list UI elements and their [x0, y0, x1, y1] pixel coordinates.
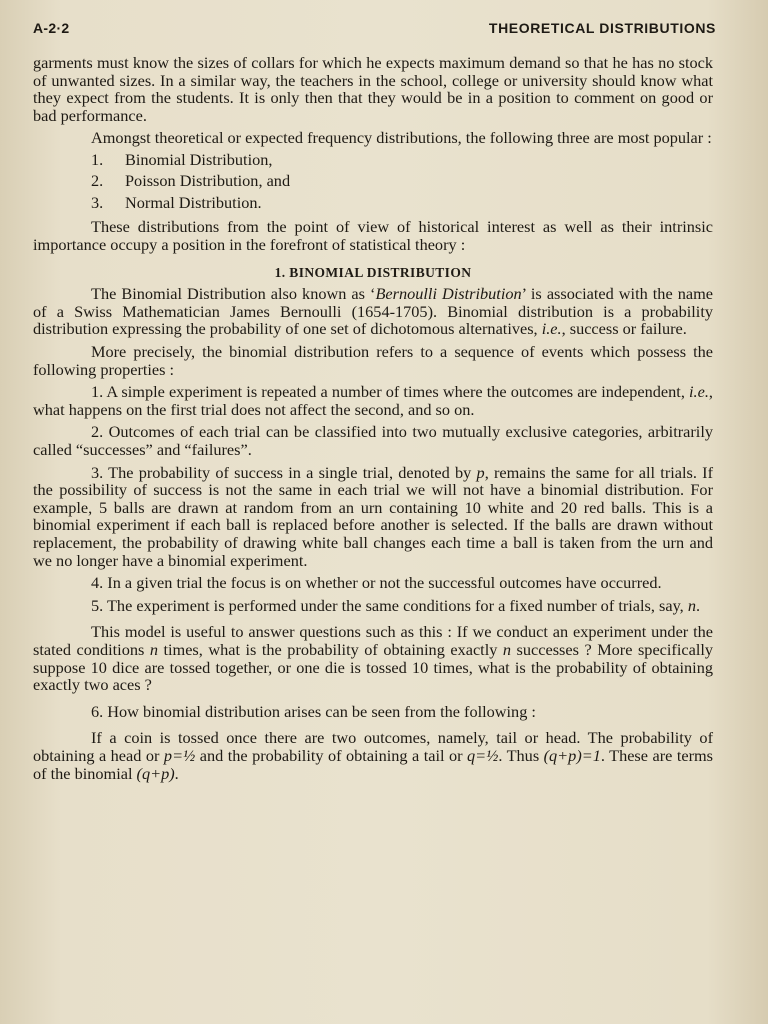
list-item-number: 1.: [91, 149, 104, 169]
property-2: 2. Outcomes of each trial can be classified into two mutually exclusive categories, arbitrarily called “successes” and “failures”.: [33, 422, 713, 459]
popular-distributions-list: [33, 149, 713, 214]
list-item-number: 3.: [91, 192, 104, 212]
intro-paragraph-3: These distributions from the point of view of historical interest as well as their intrinsic importance occupy a position in the forefront of statistical theory :: [33, 217, 713, 255]
body-text: [33, 54, 713, 782]
list-item: [33, 170, 713, 192]
property-1: 1. A simple experiment is repeated a number of times where the outcomes are independent, i.e., what happens on the first trial does not affect the second, and so on.: [33, 382, 713, 419]
list-item-label: Poisson Distribution, and: [125, 171, 291, 191]
list-item: [33, 192, 713, 214]
running-title: THEORETICAL DISTRIBUTIONS: [488, 20, 716, 36]
coin-paragraph: If a coin is tossed once there are two outcomes, namely, tail or head. The probability of obtaining a head or p=½ and the probability of obtaining a tail or q=½. Thus (q+p)=1. These are terms of the binomial (q+p).: [33, 728, 713, 783]
model-paragraph: This model is useful to answer questions such as this : If we conduct an experiment under the stated conditions n times, what is the probability of obtaining exactly n successes ? More specifically suppose 10 dice are tossed together, or one die is tossed 10 times, what is the probability of obtaining exactly two aces ?: [33, 622, 714, 695]
intro-paragraph-1: garments must know the sizes of collars for which he expects maximum demand so that he has no stock of unwanted sizes. In a similar way, the teachers in the school, college or university should know what they expect from the students. It is only then that they would be in a position to comment on good or bad performance.: [33, 53, 713, 125]
binomial-intro-paragraph: The Binomial Distribution also known as ‘Bernoulli Distribution’ is associated with the name of a Swiss Mathematician James Bernoulli (1654-1705). Binomial distribution is a probability distribution expressing the probability of one set of dichotomous alternatives, i.e., success or failure.: [33, 284, 713, 339]
page-header: [33, 20, 716, 36]
section-heading: 1. BINOMIAL DISTRIBUTION: [274, 264, 472, 280]
list-item: [33, 149, 713, 171]
list-item-label: Normal Distribution.: [125, 192, 262, 212]
intro-paragraph-2: Amongst theoretical or expected frequency distributions, the following three are most popular :: [91, 128, 712, 148]
property-6: 6. How binomial distribution arises can be seen from the following :: [91, 701, 536, 721]
list-item-number: 2.: [91, 171, 104, 191]
property-5: 5. The experiment is performed under the same conditions for a fixed number of trials, say, n.: [91, 595, 701, 615]
page-number: A-2·2: [33, 20, 70, 36]
property-4: 4. In a given trial the focus is on whether or not the successful outcomes have occurred.: [91, 573, 662, 593]
property-3: 3. The probability of success in a single trial, denoted by p, remains the same for all trials. If the possibility of success is not the same in each trial we will not have a binomial distribution. For example, 5 balls are drawn at random from an urn containing 10 white and 20 red balls. This is a binomial experiment if each ball is replaced before another is selected. If the balls are drawn without replacement, the probability of drawing white ball changes each time a ball is taken from the urn and we no longer have a binomial experiment.: [33, 462, 714, 570]
properties-intro-paragraph: More precisely, the binomial distribution refers to a sequence of events which possess the following properties :: [33, 342, 713, 379]
list-item-label: Binomial Distribution,: [125, 149, 273, 169]
